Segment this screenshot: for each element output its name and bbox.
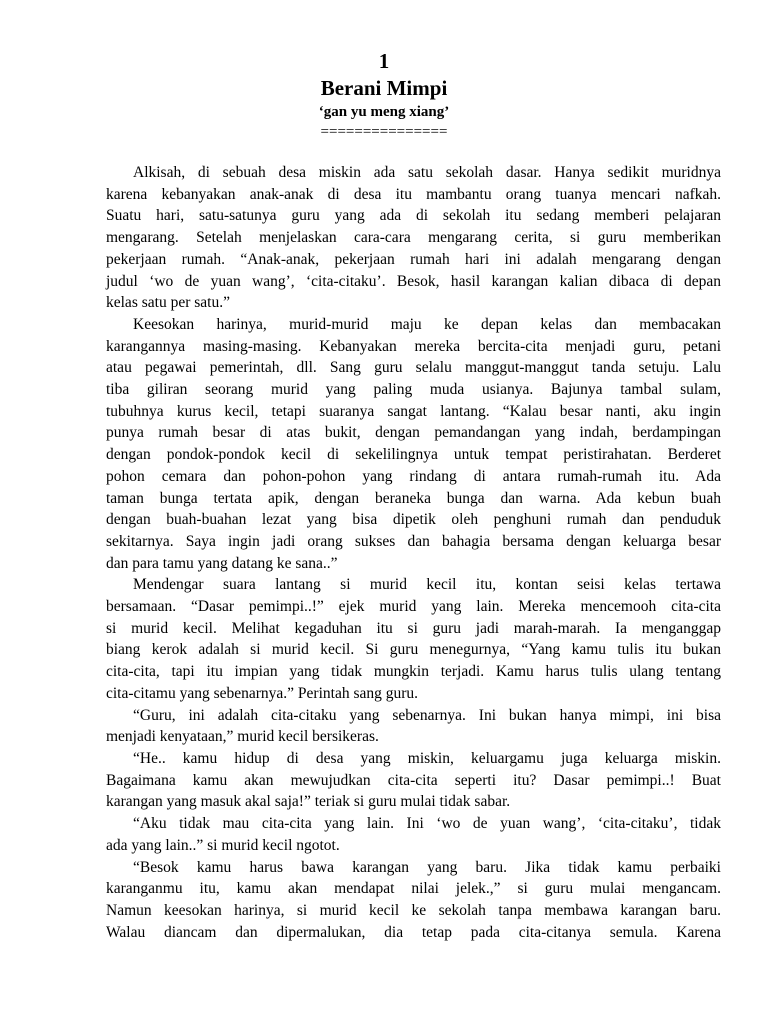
text-line: “Aku tidak mau cita-cita yang lain. Ini ‘wo de yuan wang’, ‘cita-citaku’, tidak [133, 815, 721, 833]
text-line: “Besok kamu harus bawa karangan yang baru. Jika tidak kamu perbaiki [133, 858, 721, 876]
text-line: pohon cemara dan pohon-pohon yang rindang di antara rumah-rumah itu. Ada [106, 467, 721, 485]
text-line: Keesokan harinya, murid-murid maju ke depan kelas dan membacakan [133, 315, 721, 333]
text-line: cita-citamu yang sebenarnya.” Perintah sang guru. [106, 684, 419, 702]
chapter-title: Berani Mimpi [320, 76, 448, 100]
text-line: taman bunga tertata apik, dengan beraneka bunga dan warna. Ada kebun buah [106, 489, 721, 507]
text-line: ada yang lain..” si murid kecil ngotot. [106, 836, 340, 854]
text-line: kelas satu per satu.” [106, 294, 230, 312]
text-line: dan para tamu yang datang ke sana..” [106, 554, 338, 572]
story-body [106, 162, 721, 943]
text-line: karangan yang masuk akal saja!” teriak si guru mulai tidak sabar. [106, 793, 511, 811]
text-line: “He.. kamu hidup di desa yang miskin, keluargamu juga keluarga miskin. [133, 749, 721, 767]
text-line: karena kebanyakan anak-anak di desa itu mambantu orang tuanya mencari nafkah. [106, 185, 721, 203]
text-line: karanganmu itu, kamu akan mendapat nilai jelek.,” si guru mulai mengancam. [106, 880, 721, 898]
text-line: “Guru, ini adalah cita-citaku yang sebenarnya. Ini bukan hanya mimpi, ini bisa [133, 706, 721, 724]
text-line: Namun keesokan harinya, si murid kecil ke sekolah tanpa membawa karangan baru. [106, 901, 721, 919]
chapter-subtitle: ‘gan yu meng xiang’ [318, 104, 450, 120]
text-line: tubuhnya kurus kecil, tetapi suaranya sangat lantang. “Kalau besar nanti, aku ingin [106, 402, 721, 420]
text-line: Alkisah, di sebuah desa miskin ada satu sekolah dasar. Hanya sedikit muridnya [133, 164, 721, 181]
text-line: bersamaan. “Dasar pemimpi..!” ejek murid yang lain. Mereka mencemooh cita-cita [106, 598, 721, 616]
text-line: Suatu hari, satu-satunya guru yang ada di sekolah itu sedang memberi pelajaran [106, 207, 721, 225]
text-line: sekitarnya. Saya ingin jadi orang sukses dan bahagia bersama dengan keluarga besar [106, 532, 721, 550]
text-line: si murid kecil. Melihat kegaduhan itu si guru jadi marah-marah. Ia menganggap [106, 619, 721, 637]
chapter-divider: =============== [320, 124, 448, 140]
text-line: cita-cita, tapi itu impian yang tidak mungkin terjadi. Kamu harus tulis ulang tentang [106, 663, 721, 681]
text-line: tiba giliran seorang murid yang paling muda usianya. Bajunya tambal sulam, [106, 381, 721, 399]
text-line: dengan pondok-pondok kecil di sekelilingnya untuk tempat peristirahatan. Berderet [106, 446, 721, 464]
text-line: Bagaimana kamu akan mewujudkan cita-cita seperti itu? Dasar pemimpi..! Buat [106, 771, 721, 789]
chapter-number: 1 [378, 49, 390, 73]
text-line: Mendengar suara lantang si murid kecil itu, kontan seisi kelas tertawa [133, 576, 721, 594]
text-line: menjadi kenyataan,” murid kecil bersikeras. [106, 728, 379, 746]
text-line: punya rumah besar di atas bukit, dengan pemandangan yang indah, berdampingan [106, 424, 721, 442]
text-line: dengan buah-buahan lezat yang bisa dipetik oleh penghuni rumah dan penduduk [106, 511, 721, 529]
text-line: judul ‘wo de yuan wang’, ‘cita-citaku’. Besok, hasil karangan kalian dibaca di depan [106, 272, 721, 290]
text-line: pekerjaan rumah. “Anak-anak, pekerjaan rumah hari ini adalah mengarang dengan [106, 250, 721, 268]
text-line: biang kerok adalah si murid kecil. Si guru menegurnya, “Yang kamu tulis itu bukan [106, 641, 721, 659]
text-line: mengarang. Setelah menjelaskan cara-cara mengarang cerita, si guru memberikan [106, 229, 721, 247]
text-line: Walau diancam dan dipermalukan, dia tetap pada cita-citanya semula. Karena [106, 923, 721, 941]
text-line: atau pegawai pemerintah, dll. Sang guru selalu manggut-manggut tanda setuju. Lalu [106, 359, 721, 377]
text-line: karangannya masing-masing. Kebanyakan mereka bercita-cita menjadi guru, petani [106, 337, 721, 355]
